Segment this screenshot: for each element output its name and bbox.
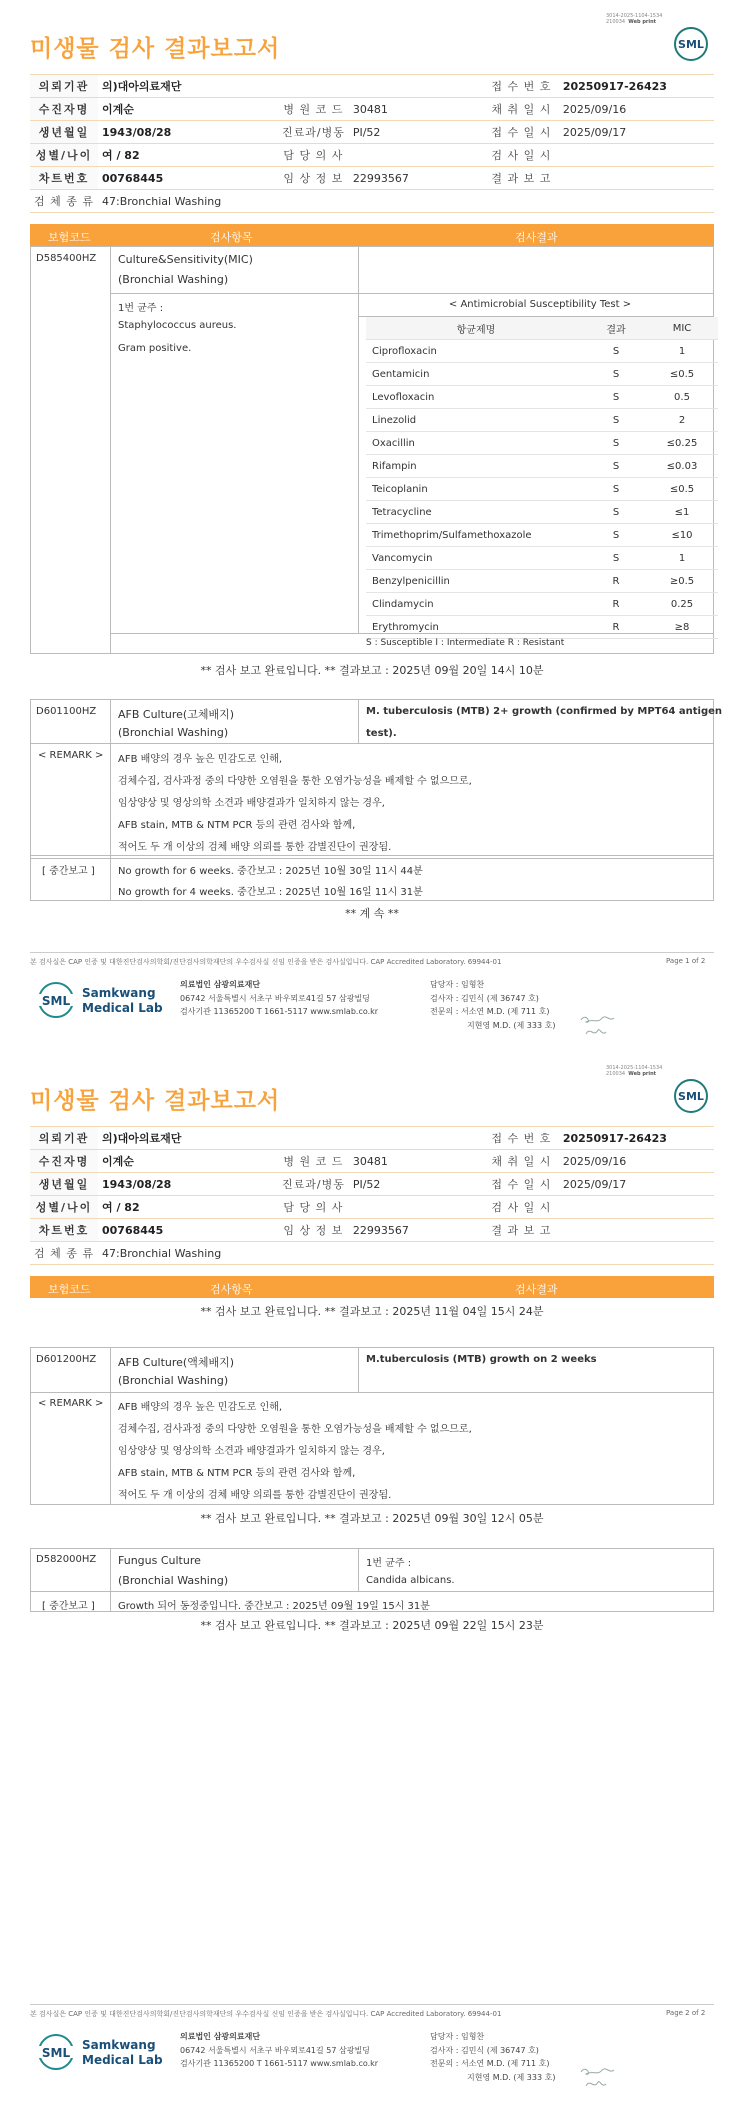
drug-result: S [586,340,646,363]
signature-icon [578,1010,618,1040]
drug-mic: ≤0.5 [646,478,718,501]
dept-value: PI/52 [349,1173,484,1196]
drug-result: S [586,455,646,478]
remark-line: 임상양상 및 영상의학 소견과 배양결과가 일치하지 않는 경우, [118,798,385,809]
drug-name: Rifampin [366,455,586,478]
continue-note: ** 계 속 ** [345,907,399,920]
org-value: 의)대아의료재단 [98,75,484,98]
name-value: 이계순 [98,1150,278,1173]
fungus-organism: Candida albicans. [366,1575,455,1586]
drug-name: Trimethoprim/Sulfamethoxazole [366,524,586,547]
svg-text:Medical Lab: Medical Lab [82,1001,163,1015]
accreditation-notice: 본 검사실은 CAP 인증 및 대한진단검사의학회/진단검사의학재단의 우수검사실 신임 인증을 받은 검사실입니다. CAP Accredited Laboratory. 69944-01 [30,2010,502,2018]
specimen-label: 검 체 종 류 [30,1242,98,1265]
report-title: 미생물 검사 결과보고서 [30,36,281,62]
acc-value: 20250917-26423 [559,75,714,98]
corp-name: 의료법인 삼광의료재단 [180,2032,261,2041]
drug-result: S [586,478,646,501]
drug-row [366,340,718,363]
organism-label: 1번 균주 : [118,303,164,314]
results-table-header [30,224,714,246]
collect-label: 채 취 일 시 [484,98,559,121]
staff-line: 검사자 : 김민식 (제 36747 호) [430,994,539,1003]
sexage-value: 여 / 82 [98,1196,278,1219]
staff-line: 검사자 : 김민식 (제 36747 호) [430,2046,539,2055]
drug-row [366,455,718,478]
sml-logo-icon [673,1078,709,1114]
corp-address: 06742 서울특별시 서초구 바우뫼로41길 57 삼광빌딩 [180,994,370,1003]
svg-text:Medical Lab: Medical Lab [82,2053,163,2067]
culture-name: Culture&Sensitivity(MIC) [118,253,253,266]
name-label: 수진자명 [30,1150,98,1173]
svg-text:SML: SML [678,38,704,51]
remark-line: AFB stain, MTB & NTM PCR 등의 관련 검사와 함께, [118,1468,356,1479]
drug-mic: 1 [646,547,718,570]
drug-row [366,501,718,524]
org-value: 의)대아의료재단 [98,1127,484,1150]
drug-name: Levofloxacin [366,386,586,409]
collect-value: 2025/09/16 [559,1150,714,1173]
drug-row [366,570,718,593]
remark-line: 임상양상 및 영상의학 소견과 배양결과가 일치하지 않는 경우, [118,1446,385,1457]
sml-logo-icon [673,26,709,62]
drug-mic: ≤0.25 [646,432,718,455]
hosp-code-value: 30481 [349,98,484,121]
drug-name: Teicoplanin [366,478,586,501]
drug-name: Oxacillin [366,432,586,455]
remark-line: AFB 배양의 경우 높은 민감도로 인해, [118,754,283,765]
print-stamp: 3014-2025-1104-1534 210034 Web print [606,1065,663,1077]
drug-result: S [586,501,646,524]
drug-mic: ≥0.5 [646,570,718,593]
afb-solid-code: D601100HZ [36,706,97,717]
receive-label: 접 수 일 시 [484,121,559,144]
afb-solid-specimen: (Bronchial Washing) [118,726,229,739]
fungus-organism-label: 1번 균주 : [366,1558,412,1569]
afb-liquid-complete: ** 검사 보고 완료입니다. ** 결과보고 : 2025년 09월 30일 12시 05분 [200,1512,544,1525]
drug-mic: ≤0.5 [646,363,718,386]
drug-name: Ciprofloxacin [366,340,586,363]
col-result-header-ast: 결과 [586,317,646,340]
remark-line: 적어도 두 개 이상의 검체 배양 의뢰를 통한 감별진단이 권장됨. [118,1490,392,1501]
drug-mic: ≤0.03 [646,455,718,478]
doctor-value [349,144,484,167]
report-label: 결 과 보 고 [484,167,559,190]
accreditation-notice: 본 검사실은 CAP 인증 및 대한진단검사의학회/진단검사의학재단의 우수검사실 신임 인증을 받은 검사실입니다. CAP Accredited Laboratory. 69944-01 [30,958,502,966]
afb-interim-label: [ 중간보고 ] [42,866,95,877]
afb-interim-2: No growth for 4 weeks. 중간보고 : 2025년 10월 16일 11시 31분 [118,887,423,898]
drug-name: Gentamicin [366,363,586,386]
collect-value: 2025/09/16 [559,98,714,121]
hosp-code-label: 병 원 코 드 [278,1150,349,1173]
test-date-value [559,1196,714,1219]
sexage-label: 성별/나이 [30,1196,98,1219]
page-number: Page 1 of 2 [666,957,706,965]
fungus-interim: Growth 되어 동정중입니다. 중간보고 : 2025년 09월 19일 15시 31분 [118,1601,430,1612]
drug-result: S [586,409,646,432]
dept-label: 진료과/병동 [278,121,349,144]
organism-name: Staphylococcus aureus. [118,320,237,331]
doctor-label: 담 당 의 사 [278,1196,349,1219]
report-page-2 [0,1052,744,2104]
afb-interim-1: No growth for 6 weeks. 중간보고 : 2025년 10월 30일 11시 44분 [118,866,423,877]
drug-result: S [586,547,646,570]
receive-value: 2025/09/17 [559,1173,714,1196]
afb-liquid-specimen: (Bronchial Washing) [118,1374,229,1387]
hosp-code-label: 병 원 코 드 [278,98,349,121]
drug-name: Linezolid [366,409,586,432]
drug-row [366,363,718,386]
drug-row [366,478,718,501]
patient-info-table [30,1126,714,1265]
col-code-header: 보험코드 [48,1283,91,1296]
acc-value: 20250917-26423 [559,1127,714,1150]
chart-value: 00768445 [98,1219,278,1242]
drug-result: R [586,616,646,639]
fungus-name: Fungus Culture [118,1554,201,1567]
drug-row [366,524,718,547]
clinical-value: 22993567 [349,167,484,190]
drug-mic: ≥8 [646,616,718,639]
dob-value: 1943/08/28 [98,121,278,144]
remark-line: AFB stain, MTB & NTM PCR 등의 관련 검사와 함께, [118,820,356,831]
name-label: 수진자명 [30,98,98,121]
corp-contact: 검사기관 11365200 T 1661-5117 www.smlab.co.kr [180,1007,379,1016]
patient-info-table [30,74,714,213]
specimen-value: 47:Bronchial Washing [98,190,714,213]
collect-label: 채 취 일 시 [484,1150,559,1173]
drug-row [366,616,718,639]
samkwang-logo-icon [36,2032,186,2072]
drug-mic: 2 [646,409,718,432]
culture-specimen: (Bronchial Washing) [118,273,229,286]
afb-solid-remark-label: < REMARK > [38,750,104,761]
drug-result: S [586,363,646,386]
afb-liquid-name: AFB Culture(액체배지) [118,1356,235,1369]
col-mic-header: MIC [646,317,718,340]
col-drug-header: 항균제명 [366,317,586,340]
col-item-header: 검사항목 [210,231,253,244]
clinical-value: 22993567 [349,1219,484,1242]
svg-text:SML: SML [41,2046,71,2060]
test-date-value [559,144,714,167]
chart-label: 차트번호 [30,1219,98,1242]
culture-code: D585400HZ [36,253,97,264]
drug-mic: 0.5 [646,386,718,409]
acc-label: 접 수 번 호 [484,75,559,98]
drug-row [366,593,718,616]
dob-label: 생년월일 [30,121,98,144]
culture-complete: ** 검사 보고 완료입니다. ** 결과보고 : 2025년 09월 20일 14시 10분 [200,664,544,677]
drug-result: S [586,524,646,547]
test-date-label: 검 사 일 시 [484,1196,559,1219]
page-number: Page 2 of 2 [666,2009,706,2017]
afb-solid-name: AFB Culture(고체배지) [118,708,235,721]
test-date-label: 검 사 일 시 [484,144,559,167]
drug-row [366,432,718,455]
svg-text:Samkwang: Samkwang [82,2038,156,2052]
drug-mic: 1 [646,340,718,363]
drug-name: Vancomycin [366,547,586,570]
clinical-label: 임 상 정 보 [278,1219,349,1242]
receive-value: 2025/09/17 [559,121,714,144]
staff-line: 담당자 : 임형찬 [430,980,485,989]
doctor-value [349,1196,484,1219]
col-result-header: 검사결과 [515,231,558,244]
drug-name: Erythromycin [366,616,586,639]
doctor-label: 담 당 의 사 [278,144,349,167]
gram-stain: Gram positive. [118,343,192,354]
staff-line: 지현영 M.D. (제 333 호) [467,2073,556,2082]
afb-solid-result-1: M. tuberculosis (MTB) 2+ growth (confirmed by MPT64 antigen [366,706,723,717]
hosp-code-value: 30481 [349,1150,484,1173]
fungus-code: D582000HZ [36,1554,97,1565]
samkwang-logo-icon [36,980,186,1020]
name-value: 이계순 [98,98,278,121]
report-label: 결 과 보 고 [484,1219,559,1242]
afb-liquid-code: D601200HZ [36,1354,97,1365]
dept-label: 진료과/병동 [278,1173,349,1196]
chart-label: 차트번호 [30,167,98,190]
drug-result: R [586,593,646,616]
drug-mic: ≤1 [646,501,718,524]
specimen-label: 검 체 종 류 [30,190,98,213]
drug-row [366,409,718,432]
drug-name: Clindamycin [366,593,586,616]
results-table-header [30,1276,714,1298]
drug-result: S [586,386,646,409]
org-label: 의뢰기관 [30,1127,98,1150]
drug-mic: ≤10 [646,524,718,547]
dept-value: PI/52 [349,121,484,144]
staff-line: 지현영 M.D. (제 333 호) [467,1021,556,1030]
clinical-label: 임 상 정 보 [278,167,349,190]
svg-text:SML: SML [678,1090,704,1103]
remark-line: AFB 배양의 경우 높은 민감도로 인해, [118,1402,283,1413]
acc-label: 접 수 번 호 [484,1127,559,1150]
org-label: 의뢰기관 [30,75,98,98]
ast-legend: S : Susceptible I : Intermediate R : Resistant [366,638,565,648]
fungus-interim-label: [ 중간보고 ] [42,1601,95,1612]
chart-value: 00768445 [98,167,278,190]
drug-row [366,547,718,570]
sexage-label: 성별/나이 [30,144,98,167]
staff-line: 전문의 : 서소연 M.D. (제 711 호) [430,2059,550,2068]
remark-line: 적어도 두 개 이상의 검체 배양 의뢰를 통한 감별진단이 권장됨. [118,842,392,853]
col-code-header: 보험코드 [48,231,91,244]
staff-line: 전문의 : 서소연 M.D. (제 711 호) [430,1007,550,1016]
col-result-header: 검사결과 [515,1283,558,1296]
signature-icon [578,2062,618,2092]
corp-name: 의료법인 삼광의료재단 [180,980,261,989]
dob-label: 생년월일 [30,1173,98,1196]
sexage-value: 여 / 82 [98,144,278,167]
drug-row [366,386,718,409]
drug-result: S [586,432,646,455]
drug-mic: 0.25 [646,593,718,616]
specimen-value: 47:Bronchial Washing [98,1242,714,1265]
remark-line: 검체수집, 검사과정 중의 다양한 오염원을 통한 오염가능성을 배제할 수 없으므로, [118,1424,472,1435]
ast-title: < Antimicrobial Susceptibility Test > [448,299,632,310]
fungus-specimen: (Bronchial Washing) [118,1574,229,1587]
report-value [559,167,714,190]
col-item-header: 검사항목 [210,1283,253,1296]
dob-value: 1943/08/28 [98,1173,278,1196]
receive-label: 접 수 일 시 [484,1173,559,1196]
susceptibility-table [366,317,718,639]
staff-line: 담당자 : 임형찬 [430,2032,485,2041]
fungus-complete: ** 검사 보고 완료입니다. ** 결과보고 : 2025년 09월 22일 15시 23분 [200,1619,544,1632]
svg-text:SML: SML [41,994,71,1008]
afb-liquid-result: M.tuberculosis (MTB) growth on 2 weeks [366,1354,597,1365]
report-value [559,1219,714,1242]
report-title: 미생물 검사 결과보고서 [30,1088,281,1114]
corp-address: 06742 서울특별시 서초구 바우뫼로41길 57 삼광빌딩 [180,2046,370,2055]
svg-text:Samkwang: Samkwang [82,986,156,1000]
afb-solid-result-2: test). [366,728,397,739]
print-stamp: 3014-2025-1104-1534 210034 Web print [606,13,663,25]
drug-result: R [586,570,646,593]
corp-contact: 검사기관 11365200 T 1661-5117 www.smlab.co.kr [180,2059,379,2068]
drug-name: Benzylpenicillin [366,570,586,593]
remark-line: 검체수집, 검사과정 중의 다양한 오염원을 통한 오염가능성을 배제할 수 없으므로, [118,776,472,787]
drug-name: Tetracycline [366,501,586,524]
afb-liquid-remark-label: < REMARK > [38,1398,104,1409]
afb-solid-complete: ** 검사 보고 완료입니다. ** 결과보고 : 2025년 11월 04일 15시 24분 [200,1305,544,1318]
